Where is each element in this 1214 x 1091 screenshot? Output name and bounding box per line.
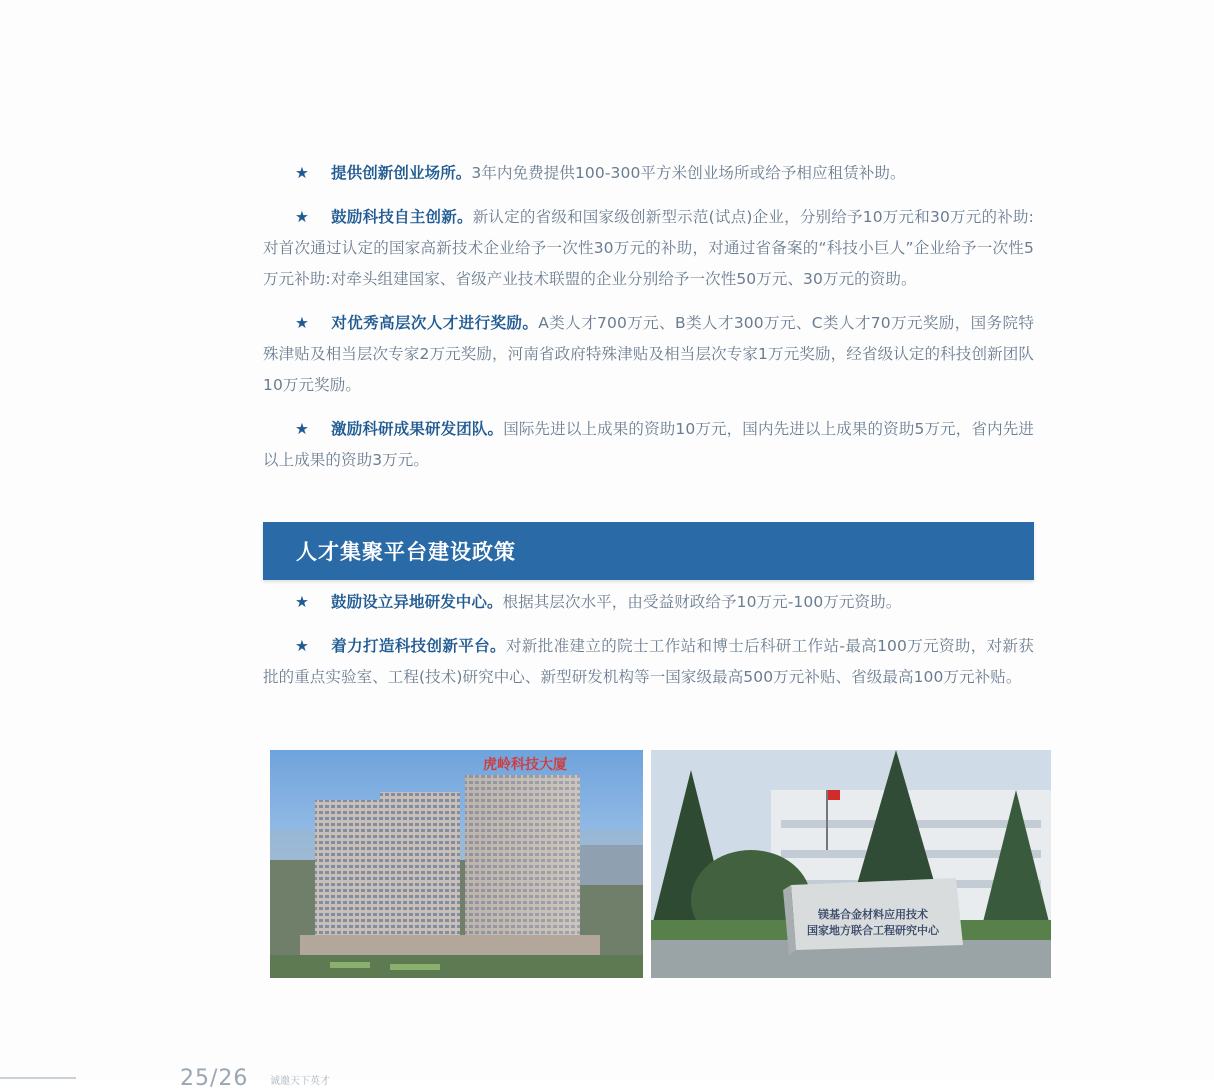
policy-section-platform — [263, 587, 1034, 706]
page-number: 25/26 — [180, 1066, 249, 1091]
policy-item-text: A类人才700万元、B类人才300万元、C类人才70万元奖励，国务院特殊津贴及相当层次专家2万元奖励，河南省政府特殊津贴及相当层次专家1万元奖励，经省级认定的科技创新团队10万元奖励。 — [263, 314, 1034, 394]
policy-item — [263, 158, 1034, 189]
star-icon: ★ — [295, 420, 309, 438]
star-icon: ★ — [295, 208, 309, 226]
policy-item-title: 激励科研成果研发团队。 — [331, 420, 504, 438]
policy-item-text: 根据其层次水平，由受益财政给予10万元-100万元资助。 — [502, 593, 902, 611]
policy-item-title: 着力打造科技创新平台。 — [331, 637, 506, 655]
policy-item — [263, 631, 1034, 693]
policy-item-text: 对新批准建立的院士工作站和博士后科研工作站-最高100万元资助，对新获批的重点实验室、工程(技术)研究中心、新型研发机构等一国家级最高500万元补贴、省级最高100万元补贴。 — [263, 637, 1034, 686]
star-icon: ★ — [295, 637, 309, 655]
policy-item-title: 提供创新创业场所。 — [331, 164, 472, 182]
policy-item — [263, 202, 1034, 295]
policy-item — [263, 587, 1034, 618]
sign-line-2: 国家地方联合工程研究中心 — [807, 924, 939, 937]
footer-rule — [0, 1077, 76, 1079]
policy-item — [263, 308, 1034, 401]
policy-item-title: 鼓励科技自主创新。 — [331, 208, 473, 226]
policy-item-text: 3年内免费提供100-300平方米创业场所或给予相应租赁补助。 — [471, 164, 906, 182]
star-icon: ★ — [295, 164, 309, 182]
section-title: 人才集聚平台建设政策 — [296, 540, 516, 564]
policy-item-title: 鼓励设立异地研发中心。 — [331, 593, 503, 611]
star-icon: ★ — [295, 314, 309, 332]
footer-caption: 诚邀天下英才 — [270, 1076, 330, 1087]
building-sign: 虎岭科技大厦 — [483, 757, 567, 773]
building-photo — [270, 750, 643, 978]
policy-item-title: 对优秀高层次人才进行奖励。 — [331, 314, 539, 332]
research-center-photo — [651, 750, 1051, 978]
star-icon: ★ — [295, 593, 309, 611]
section-header-bar — [263, 522, 1034, 580]
policy-item — [263, 414, 1034, 476]
policy-item-text: 国际先进以上成果的资助10万元，国内先进以上成果的资助5万元，省内先进以上成果的资助3万元。 — [263, 420, 1034, 469]
policy-item-text: 新认定的省级和国家级创新型示范(试点)企业，分别给予10万元和30万元的补助:对首次通过认定的国家高新技术企业给予一次性30万元的补助，对通过省备案的“科技小巨人”企业给予一次性5万元补助:对牵头组建国家、省级产业技术联盟的企业分别给予一次性50万元、30万元的资助。 — [263, 208, 1035, 288]
sign-line-1: 镁基合金材料应用技术 — [818, 908, 928, 921]
policy-section-innovation — [263, 158, 1034, 489]
